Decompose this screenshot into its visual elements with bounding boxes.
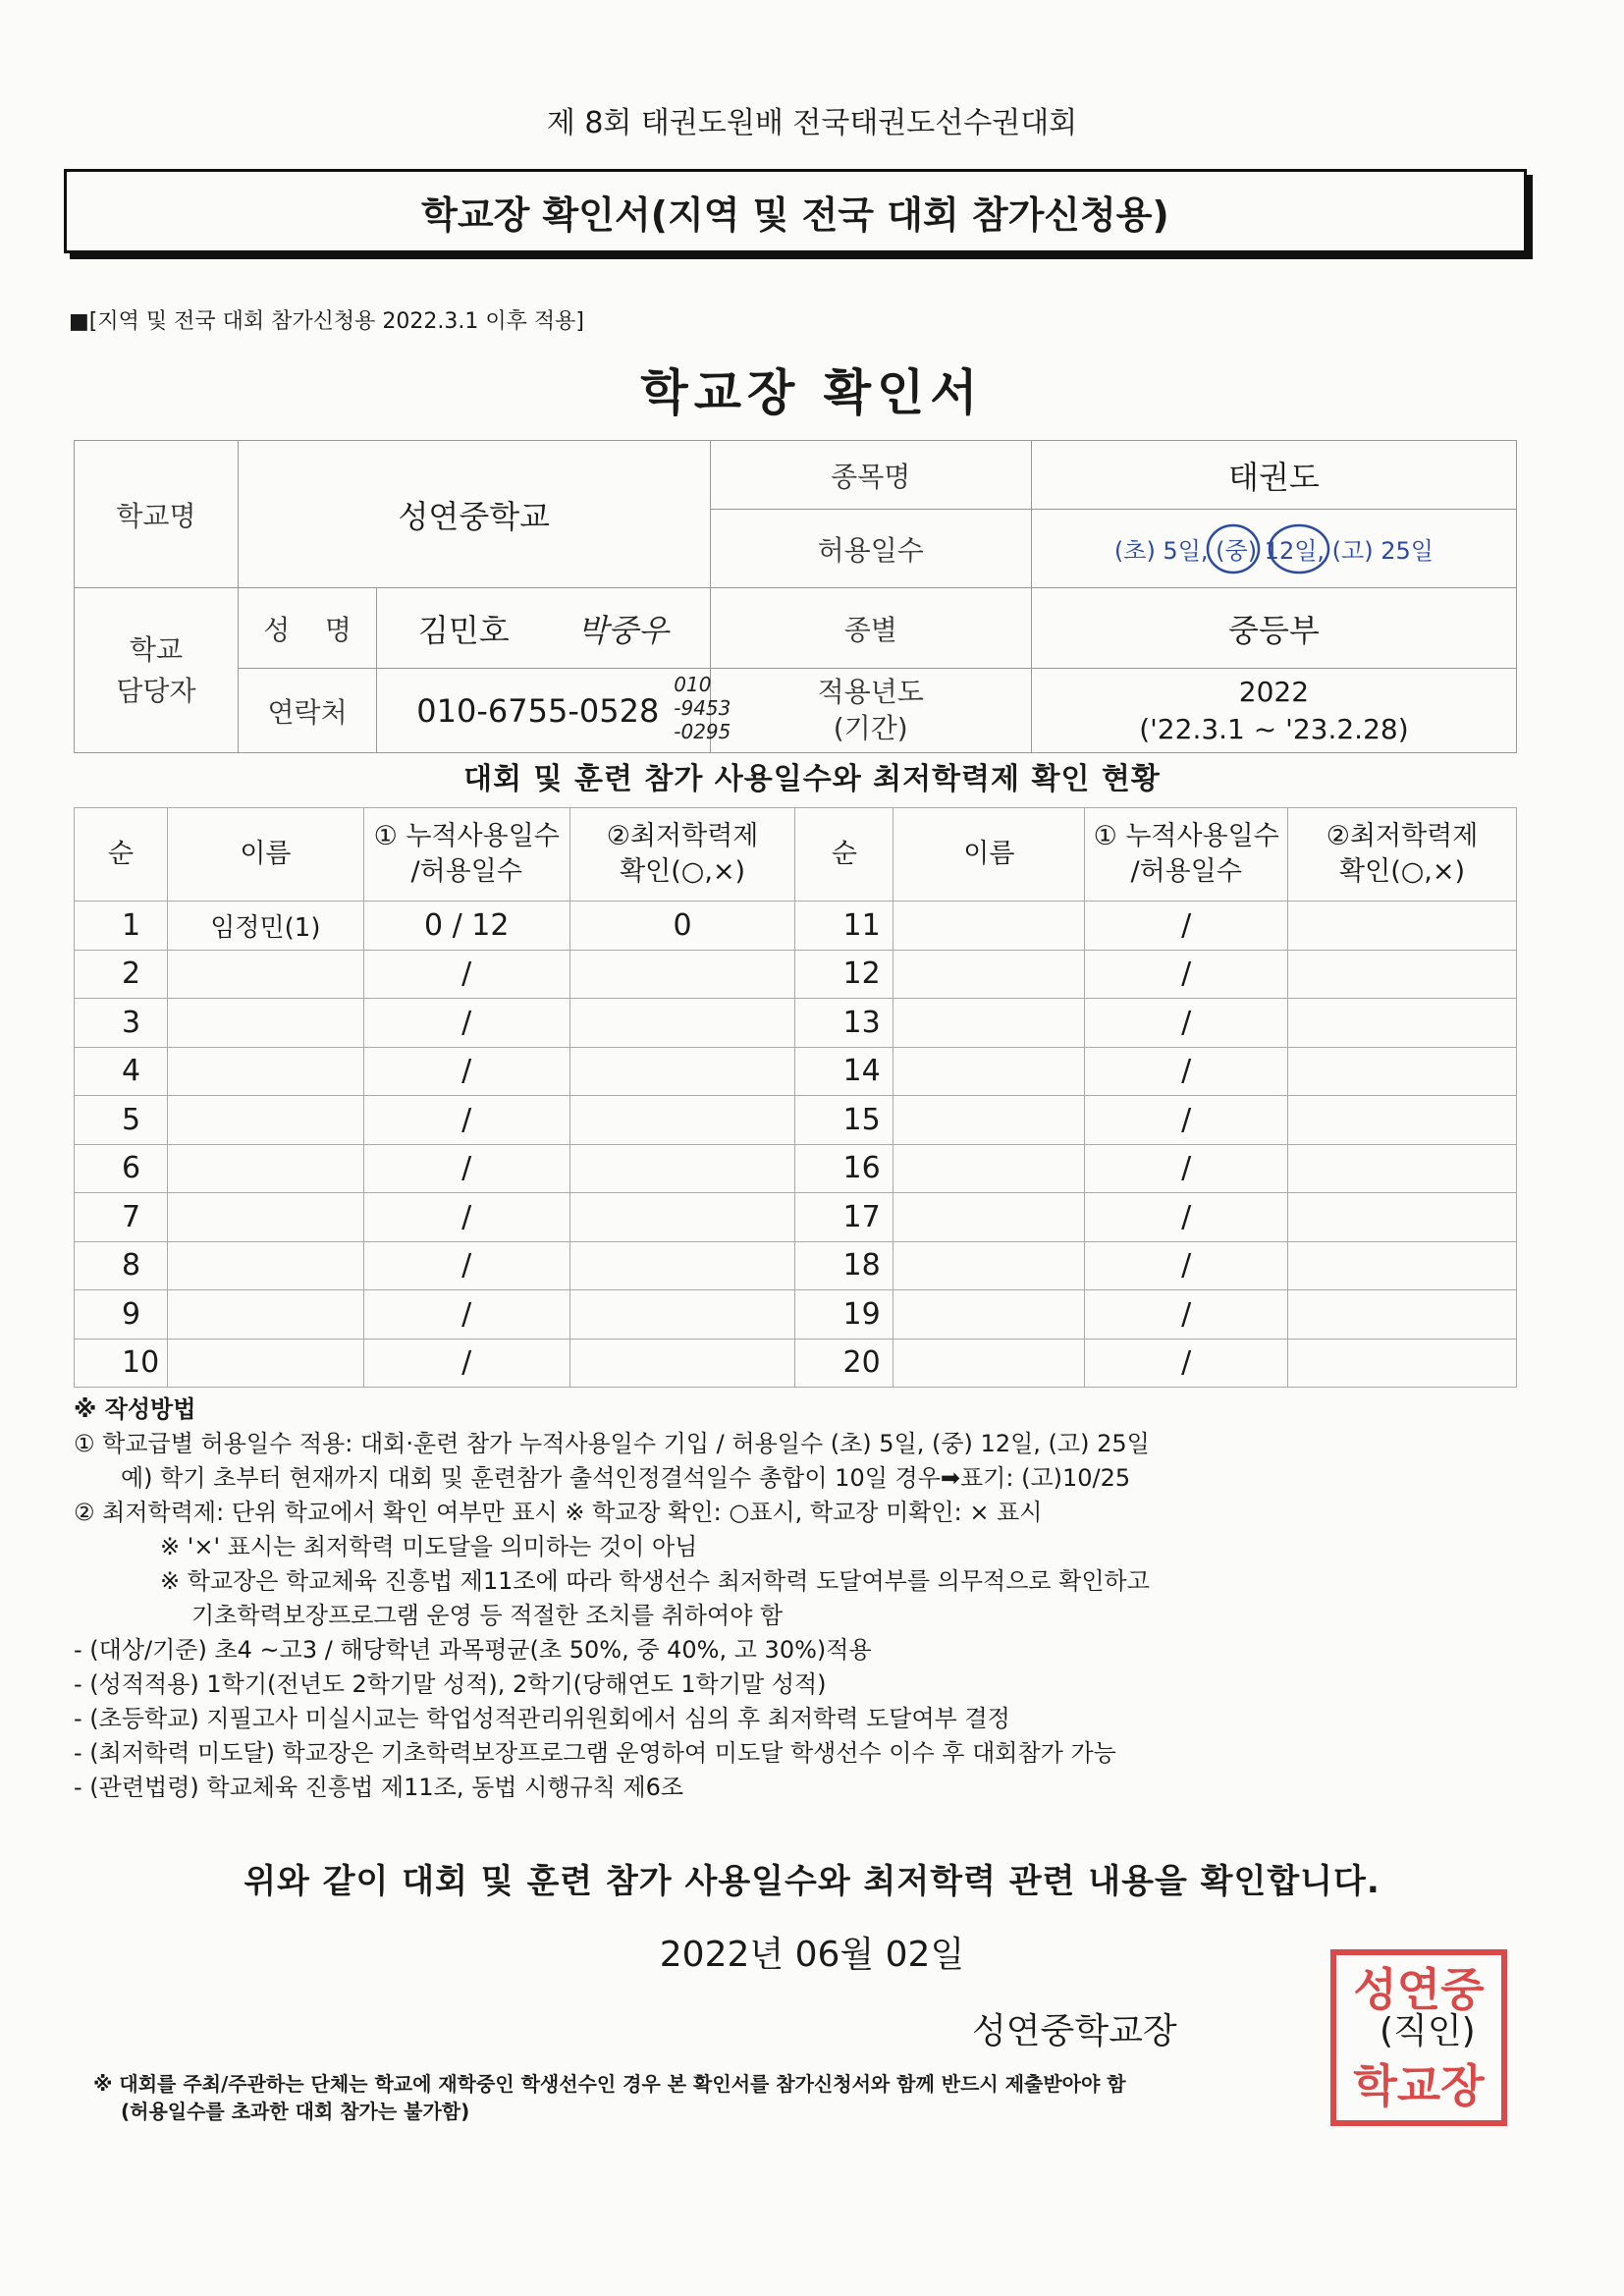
row-check: [569, 1241, 795, 1290]
contact-cell: [377, 669, 731, 753]
roster-row: [75, 902, 1517, 951]
header-academic: ②최저학력제 확인(○,×): [1288, 808, 1517, 902]
row-number: 15: [795, 1096, 893, 1145]
header-name: 이름: [167, 808, 363, 902]
row-days: /: [1085, 1193, 1288, 1242]
event-label: 종목명: [710, 441, 1031, 510]
row-check: [1288, 999, 1517, 1048]
header-academic: ②최저학력제 확인(○,×): [569, 808, 795, 902]
row-days: /: [363, 1144, 569, 1193]
applicability-notice: ■[지역 및 전국 대회 참가신청용 2022.3.1 이후 적용]: [69, 309, 584, 334]
row-number: 3: [75, 999, 168, 1048]
row-check: [569, 1193, 795, 1242]
roster-header-row: [75, 808, 1517, 902]
row-name: 임정민(1): [167, 902, 363, 951]
row-name: [167, 1290, 363, 1339]
school-label: 학교명: [75, 441, 239, 588]
row-days: /: [363, 1241, 569, 1290]
row-name: [893, 1144, 1085, 1193]
row-check: [1288, 1144, 1517, 1193]
instruction-line: ※ 작성방법: [74, 1395, 196, 1423]
row-name: [167, 1193, 363, 1242]
info-table: [74, 440, 1517, 753]
row-days: /: [363, 950, 569, 999]
svg-text:성연중: 성연중: [1353, 1963, 1485, 2016]
year-value: 2022: [1238, 675, 1310, 708]
row-name: [893, 1096, 1085, 1145]
roster-row: [75, 950, 1517, 999]
row-number: 7: [75, 1193, 168, 1242]
row-check: [569, 1096, 795, 1145]
row-check: [1288, 902, 1517, 951]
row-number: 11: [795, 902, 893, 951]
row-days: /: [1085, 950, 1288, 999]
row-name: [167, 1144, 363, 1193]
instruction-line: 기초학력보장프로그램 운영 등 적절한 조치를 취하여야 함: [191, 1602, 784, 1629]
row-number: 10: [75, 1339, 168, 1388]
period-value: ('22.3.1 ~ '23.2.28): [1139, 712, 1409, 745]
row-number: 4: [75, 1047, 168, 1096]
allowed-days-text: (초) 5일, (중) 12일, (고) 25일: [1113, 537, 1434, 565]
instruction-line: - (초등학교) 지필고사 미실시교는 학업성적관리위원회에서 심의 후 최저학력 도달여부 결정: [74, 1705, 1010, 1732]
roster-body: [75, 902, 1517, 1388]
row-check: [1288, 1047, 1517, 1096]
roster-row: [75, 999, 1517, 1048]
row-days: /: [363, 1339, 569, 1388]
row-days: /: [1085, 999, 1288, 1048]
division-value: 중등부: [1031, 588, 1516, 669]
year-label: 적용년도 (기간): [710, 669, 1031, 753]
row-number: 13: [795, 999, 893, 1048]
name-label: 성 명: [238, 588, 376, 669]
row-name: [893, 1193, 1085, 1242]
confirmation-statement: 위와 같이 대회 및 훈련 참가 사용일수와 최저학력 관련 내용을 확인합니다.: [244, 1862, 1380, 1901]
document-date: 2022년 06월 02일: [659, 1935, 965, 1975]
row-days: /: [1085, 1339, 1288, 1388]
allowed-days-label: 허용일수: [710, 510, 1031, 588]
row-name: [893, 1241, 1085, 1290]
row-number: 19: [795, 1290, 893, 1339]
instruction-line: ① 학교급별 허용일수 적용: 대회·훈련 참가 누적사용일수 기입 / 허용일수 (초) 5일, (중) 12일, (고) 25일: [74, 1430, 1150, 1457]
event-value: 태권도: [1031, 441, 1516, 510]
row-number: 1: [75, 902, 168, 951]
instruction-line: - (관련법령) 학교체육 진흥법 제11조, 동법 시행규칙 제6조: [74, 1774, 684, 1801]
principal-title: 성연중학교장: [972, 2011, 1177, 2051]
contact-value: 010-6755-0528: [416, 691, 660, 730]
row-days: /: [363, 1193, 569, 1242]
row-days: /: [1085, 1241, 1288, 1290]
row-days: /: [1085, 1047, 1288, 1096]
svg-text:학교장: 학교장: [1353, 2059, 1485, 2112]
roster-row: [75, 1096, 1517, 1145]
main-title: 학교장 확인서: [640, 364, 984, 421]
row-name: [893, 902, 1085, 951]
row-name: [893, 999, 1085, 1048]
row-name: [893, 950, 1085, 999]
row-days: /: [1085, 1096, 1288, 1145]
row-days: /: [363, 1047, 569, 1096]
form-box-title: [64, 169, 1527, 253]
row-number: 18: [795, 1241, 893, 1290]
row-days: /: [363, 1290, 569, 1339]
footnote-line-1: ※ 대회를 주최/주관하는 단체는 학교에 재학중인 학생선수인 경우 본 확인서를 참가신청서와 함께 반드시 제출받아야 함: [93, 2072, 1126, 2096]
roster-row: [75, 1339, 1517, 1388]
roster-table: [74, 807, 1517, 1388]
row-check: [1288, 1193, 1517, 1242]
row-days: /: [1085, 902, 1288, 951]
manager-label: 학교 담당자: [75, 588, 239, 753]
row-name: [893, 1047, 1085, 1096]
form-box-title-text: 학교장 확인서(지역 및 전국 대회 참가신청용): [421, 192, 1169, 237]
row-check: [569, 950, 795, 999]
row-check: [569, 1290, 795, 1339]
school-value: 성연중학교: [238, 441, 710, 588]
row-name: [167, 1241, 363, 1290]
row-number: 8: [75, 1241, 168, 1290]
row-check: [1288, 950, 1517, 999]
row-number: 5: [75, 1096, 168, 1145]
year-cell: [1031, 669, 1516, 753]
instruction-line: - (성적적용) 1학기(전년도 2학기말 성적), 2학기(당해연도 1학기말 성적): [74, 1670, 827, 1698]
row-check: [1288, 1241, 1517, 1290]
row-days: 0 / 12: [363, 902, 569, 951]
row-days: /: [363, 999, 569, 1048]
row-days: /: [1085, 1290, 1288, 1339]
row-number: 17: [795, 1193, 893, 1242]
instruction-line: ② 최저학력제: 단위 학교에서 확인 여부만 표시 ※ 학교장 확인: ○표시, 학교장 미확인: × 표시: [74, 1499, 1043, 1526]
header-no: 순: [75, 808, 168, 902]
row-check: [1288, 1096, 1517, 1145]
header-no: 순: [795, 808, 893, 902]
roster-row: [75, 1241, 1517, 1290]
roster-row: [75, 1144, 1517, 1193]
row-check: [569, 1339, 795, 1388]
instruction-line: - (최저학력 미도달) 학교장은 기초학력보장프로그램 운영하여 미도달 학생선수 이수 후 대회참가 가능: [74, 1739, 1116, 1767]
row-number: 9: [75, 1290, 168, 1339]
competition-title: 제 8회 태권도원배 전국태권도선수권대회: [546, 106, 1078, 140]
row-check: [569, 1144, 795, 1193]
row-name: [167, 950, 363, 999]
contact-label: 연락처: [238, 669, 376, 753]
instruction-line: - (대상/기준) 초4 ~고3 / 해당학년 과목평균(초 50%, 중 40%, 고 30%)적용: [74, 1636, 872, 1664]
instruction-line: ※ 학교장은 학교체육 진흥법 제11조에 따라 학생선수 최저학력 도달여부를 의무적으로 확인하고: [160, 1567, 1150, 1595]
roster-row: [75, 1047, 1517, 1096]
instruction-line: ※ '×' 표시는 최저학력 미도달을 의미하는 것이 아님: [160, 1533, 698, 1560]
row-name: [167, 999, 363, 1048]
row-days: /: [1085, 1144, 1288, 1193]
footnote-line-2: (허용일수를 초과한 대회 참가는 불가함): [121, 2100, 470, 2123]
section-title: 대회 및 훈련 참가 사용일수와 최저학력제 확인 현황: [463, 762, 1161, 796]
name-cell: [377, 588, 710, 669]
footnote: [93, 2070, 1527, 2125]
name-value: 김민호: [417, 611, 510, 649]
row-name: [893, 1339, 1085, 1388]
row-check: [1288, 1290, 1517, 1339]
row-name: [167, 1096, 363, 1145]
division-label: 종별: [710, 588, 1031, 669]
allowed-days-value: [1031, 510, 1516, 588]
row-check: 0: [569, 902, 795, 951]
row-name: [167, 1339, 363, 1388]
roster-row: [75, 1290, 1517, 1339]
roster-row: [75, 1193, 1517, 1242]
row-number: 12: [795, 950, 893, 999]
instruction-line: 예) 학기 초부터 현재까지 대회 및 훈련참가 출석인정결석일수 총합이 10일 경우➡표기: (고)10/25: [121, 1464, 1131, 1492]
row-days: /: [363, 1096, 569, 1145]
row-number: 2: [75, 950, 168, 999]
name-handwritten: 박중우: [577, 611, 669, 649]
header-days: ① 누적사용일수 /허용일수: [363, 808, 569, 902]
row-name: [167, 1047, 363, 1096]
instructions: [74, 1393, 1537, 1805]
contact-handwritten: 010 -9453 -0295: [674, 673, 731, 743]
row-check: [569, 1047, 795, 1096]
row-number: 14: [795, 1047, 893, 1096]
row-number: 6: [75, 1144, 168, 1193]
row-name: [893, 1290, 1085, 1339]
row-check: [1288, 1339, 1517, 1388]
row-number: 20: [795, 1339, 893, 1388]
header-days: ① 누적사용일수 /허용일수: [1085, 808, 1288, 902]
header-name: 이름: [893, 808, 1085, 902]
row-number: 16: [795, 1144, 893, 1193]
row-check: [569, 999, 795, 1048]
seal-role: (직인): [1380, 2011, 1476, 2051]
